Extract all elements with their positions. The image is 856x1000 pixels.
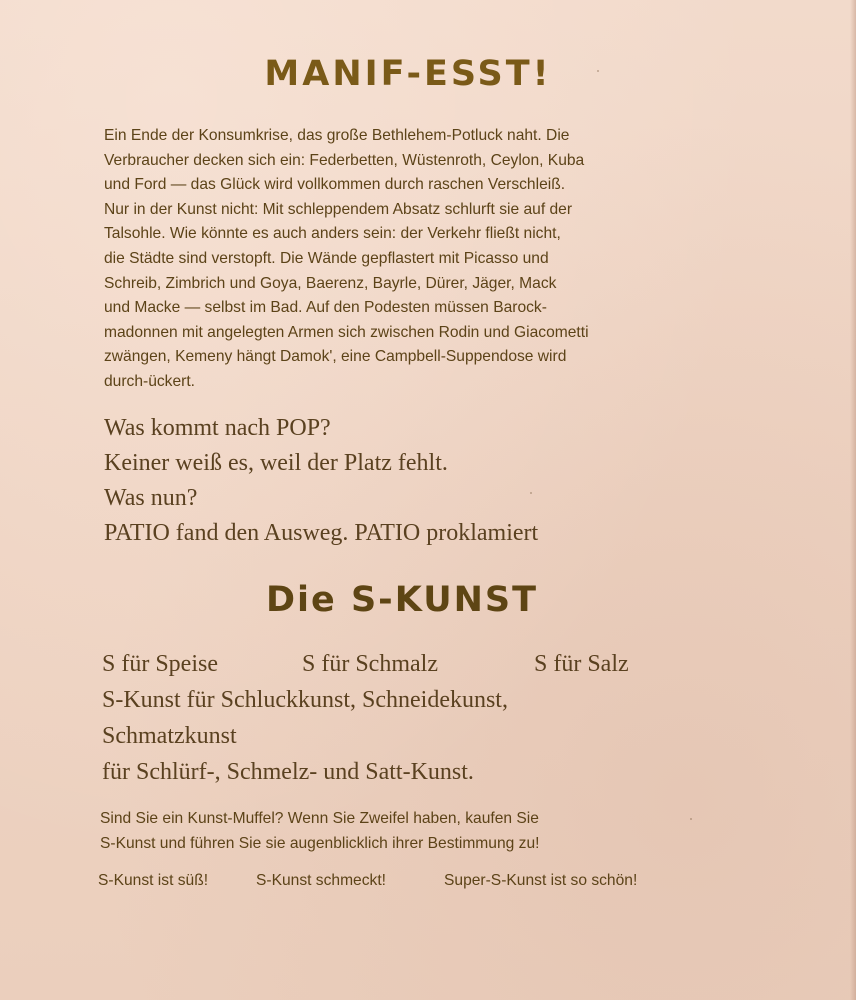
pop-line: PATIO fand den Ausweg. PATIO proklamiert <box>104 520 539 546</box>
s-line: S-Kunst für Schluckkunst, Schneidekunst, <box>102 687 508 713</box>
muffel-line: Sind Sie ein Kunst-Muffel? Wenn Sie Zweifel haben, kaufen Sie <box>100 810 539 827</box>
slogan-suess: S-Kunst ist süß! <box>98 872 209 889</box>
pop-question-block <box>104 411 744 551</box>
s-items-row <box>102 646 742 682</box>
intro-line: und Ford — das Glück wird vollkommen durch raschen Verschleiß. <box>104 176 566 194</box>
intro-line: Schreib, Zimbrich und Goya, Baerenz, Bayrle, Dürer, Jäger, Mack <box>104 274 557 292</box>
muffel-line: S-Kunst und führen Sie sie augenblicklich ihrer Bestimmung zu! <box>100 835 540 852</box>
intro-line: durch-ückert. <box>104 372 195 390</box>
intro-line: Verbraucher decken sich ein: Federbetten, Wüstenroth, Ceylon, Kuba <box>104 151 585 169</box>
intro-line: Talsohle. Wie könnte es auch anders sein: der Verkehr fließt nicht, <box>104 225 561 243</box>
intro-line: Nur in der Kunst nicht: Mit schleppendem Absatz schlurft sie auf der <box>104 200 573 218</box>
intro-line: die Städte sind verstopft. Die Wände gepflastert mit Picasso und <box>104 249 549 267</box>
pop-line: Was nun? <box>104 485 198 511</box>
pop-line: Keiner weiß es, weil der Platz fehlt. <box>104 450 448 476</box>
s-item-salz: S für Salz <box>534 651 629 677</box>
paper-speck <box>597 70 599 72</box>
paper-speck <box>690 818 692 820</box>
s-line: Schmatzkunst <box>102 723 237 749</box>
intro-line: und Macke — selbst im Bad. Auf den Podesten müssen Barock- <box>104 299 547 317</box>
s-line: für Schlürf-, Schmelz- und Satt-Kunst. <box>102 759 474 785</box>
manifesto-title: MANIF-ESST! <box>264 54 552 94</box>
intro-line: Ein Ende der Konsumkrise, das große Bethlehem-Potluck naht. Die <box>104 127 570 144</box>
intro-line: zwängen, Kemeny hängt Damok', eine Campbell-Suppendose wird <box>104 348 567 366</box>
paper-edge <box>850 0 856 1000</box>
slogan-schmeckt: S-Kunst schmeckt! <box>256 872 386 889</box>
s-kunst-heading: Die S-KUNST <box>265 580 538 620</box>
intro-paragraph <box>104 124 744 395</box>
paper-speck <box>530 492 532 494</box>
slogan-row <box>98 872 738 890</box>
s-kunst-block <box>102 646 742 790</box>
intro-line: madonnen mit angelegten Armen sich zwischen Rodin und Giacometti <box>104 323 589 341</box>
s-item-schmalz: S für Schmalz <box>302 651 438 677</box>
pop-line: Was kommt nach POP? <box>104 415 331 441</box>
kunst-muffel-paragraph <box>100 806 700 856</box>
s-item-speise: S für Speise <box>102 651 218 677</box>
slogan-schoen: Super-S-Kunst ist so schön! <box>444 872 638 889</box>
